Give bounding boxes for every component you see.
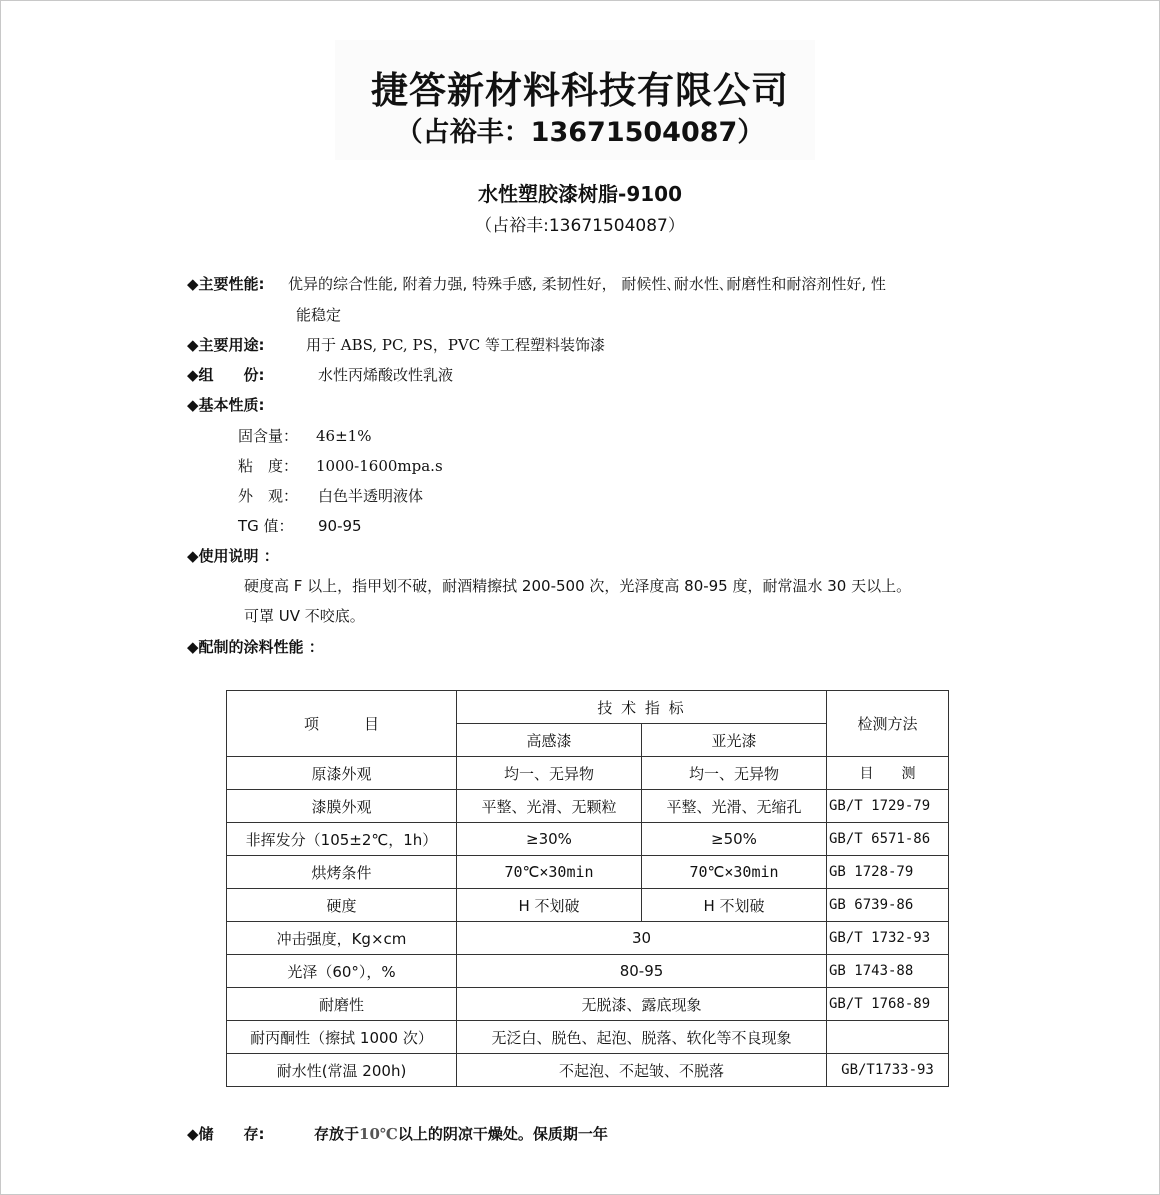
tg-label: TG 值：: [238, 517, 294, 535]
row-item: 非挥发分（105±2℃，1h）: [227, 823, 457, 856]
storage-label: ◆储 存:: [187, 1125, 265, 1143]
coating-performance-label: ◆配制的涂料性能 ：: [187, 638, 324, 656]
row-gloss: 均一、无异物: [457, 757, 642, 790]
row-value: 30: [457, 922, 827, 955]
row-method: GB/T1733-93: [827, 1054, 949, 1087]
row-method: GB/T 1732-93: [827, 922, 949, 955]
company-contact: （占裕丰：13671504087）: [395, 117, 765, 148]
viscosity-label: 粘 度：: [238, 457, 299, 475]
row-matte: H 不划破: [642, 889, 827, 922]
row-item: 光泽（60°），%: [227, 955, 457, 988]
header-method: 检测方法: [827, 691, 949, 757]
instructions-text: 硬度高 F 以上，指甲划不破，耐酒精擦拭 200-500 次，光泽度高 80-95 度，耐常温水 30 天以上。: [244, 577, 912, 595]
table-row: [227, 988, 949, 1021]
appearance-value: 白色半透明液体: [318, 487, 424, 505]
table-row: [227, 757, 949, 790]
row-method: GB 6739-86: [827, 889, 949, 922]
row-item: 烘烤条件: [227, 856, 457, 889]
usage-label: ◆主要用途:: [187, 336, 265, 354]
row-value: 不起泡、不起皱、不脱落: [457, 1054, 827, 1087]
table-row: [227, 1021, 949, 1054]
row-gloss: ≥30%: [457, 823, 642, 856]
company-name: 捷答新材料科技有限公司: [371, 69, 789, 112]
row-method: GB/T 6571-86: [827, 823, 949, 856]
row-method: GB 1743-88: [827, 955, 949, 988]
row-matte: 平整、光滑、无缩孔: [642, 790, 827, 823]
viscosity-value: 1000-1600mpa.s: [316, 457, 443, 475]
table-row: [227, 856, 949, 889]
row-item: 耐丙酮性（擦拭 1000 次）: [227, 1021, 457, 1054]
row-matte: 均一、无异物: [642, 757, 827, 790]
instructions-label: ◆使用说明 ：: [187, 547, 279, 565]
header-item: 项 目: [227, 691, 457, 757]
row-method: GB/T 1729-79: [827, 790, 949, 823]
coating-spec-table: [226, 690, 949, 1087]
component-label: ◆组 份:: [187, 366, 265, 384]
row-value: 无泛白、脱色、起泡、脱落、软化等不良现象: [457, 1021, 827, 1054]
header-gloss: 高感漆: [457, 724, 642, 757]
usage-text: 用于 ABS, PC, PS，PVC 等工程塑料装饰漆: [306, 336, 606, 354]
row-matte: 70℃×30min: [642, 856, 827, 889]
header-matte: 亚光漆: [642, 724, 827, 757]
row-item: 硬度: [227, 889, 457, 922]
row-gloss: 平整、光滑、无颗粒: [457, 790, 642, 823]
row-gloss: 70℃×30min: [457, 856, 642, 889]
row-method: 目 测: [827, 757, 949, 790]
solid-content-value: 46±1%: [316, 427, 372, 445]
basic-props-label: ◆基本性质:: [187, 396, 265, 414]
row-item: 冲击强度，Kg×cm: [227, 922, 457, 955]
table-row: [227, 955, 949, 988]
storage-text-post: 以上的阴凉干燥处。保质期一年: [397, 1125, 608, 1143]
performance-text: 优异的综合性能, 附着力强, 特殊手感, 柔韧性好， 耐候性､耐水性､耐磨性和耐溶剂性好, 性: [288, 275, 886, 293]
row-gloss: H 不划破: [457, 889, 642, 922]
table-row: [227, 1054, 949, 1087]
row-method: GB/T 1768-89: [827, 988, 949, 1021]
row-item: 耐水性(常温 200h): [227, 1054, 457, 1087]
storage-temp: 10℃: [359, 1125, 398, 1143]
component-text: 水性丙烯酸改性乳液: [318, 366, 454, 384]
performance-text-cont: 能稳定: [296, 306, 342, 324]
solid-content-label: 固含量：: [238, 427, 299, 445]
row-method: [827, 1021, 949, 1054]
appearance-label: 外 观：: [238, 487, 299, 505]
row-value: 无脱漆、露底现象: [457, 988, 827, 1021]
row-item: 耐磨性: [227, 988, 457, 1021]
tg-value: 90-95: [318, 517, 362, 535]
header-tech: 技 术 指 标: [457, 691, 827, 724]
table-row: [227, 922, 949, 955]
storage-text-pre: 存放于: [314, 1125, 360, 1143]
table-row: [227, 790, 949, 823]
table-row: [227, 889, 949, 922]
table-row: [227, 823, 949, 856]
row-item: 漆膜外观: [227, 790, 457, 823]
storage-text: [314, 1124, 608, 1144]
row-value: 80-95: [457, 955, 827, 988]
product-contact: （占裕丰:13671504087）: [475, 216, 685, 236]
row-matte: ≥50%: [642, 823, 827, 856]
performance-label: ◆主要性能:: [187, 275, 265, 293]
product-title: 水性塑胶漆树脂-9100: [478, 182, 682, 206]
row-item: 原漆外观: [227, 757, 457, 790]
instructions-text-cont: 可罩 UV 不咬底。: [244, 607, 365, 625]
row-method: GB 1728-79: [827, 856, 949, 889]
